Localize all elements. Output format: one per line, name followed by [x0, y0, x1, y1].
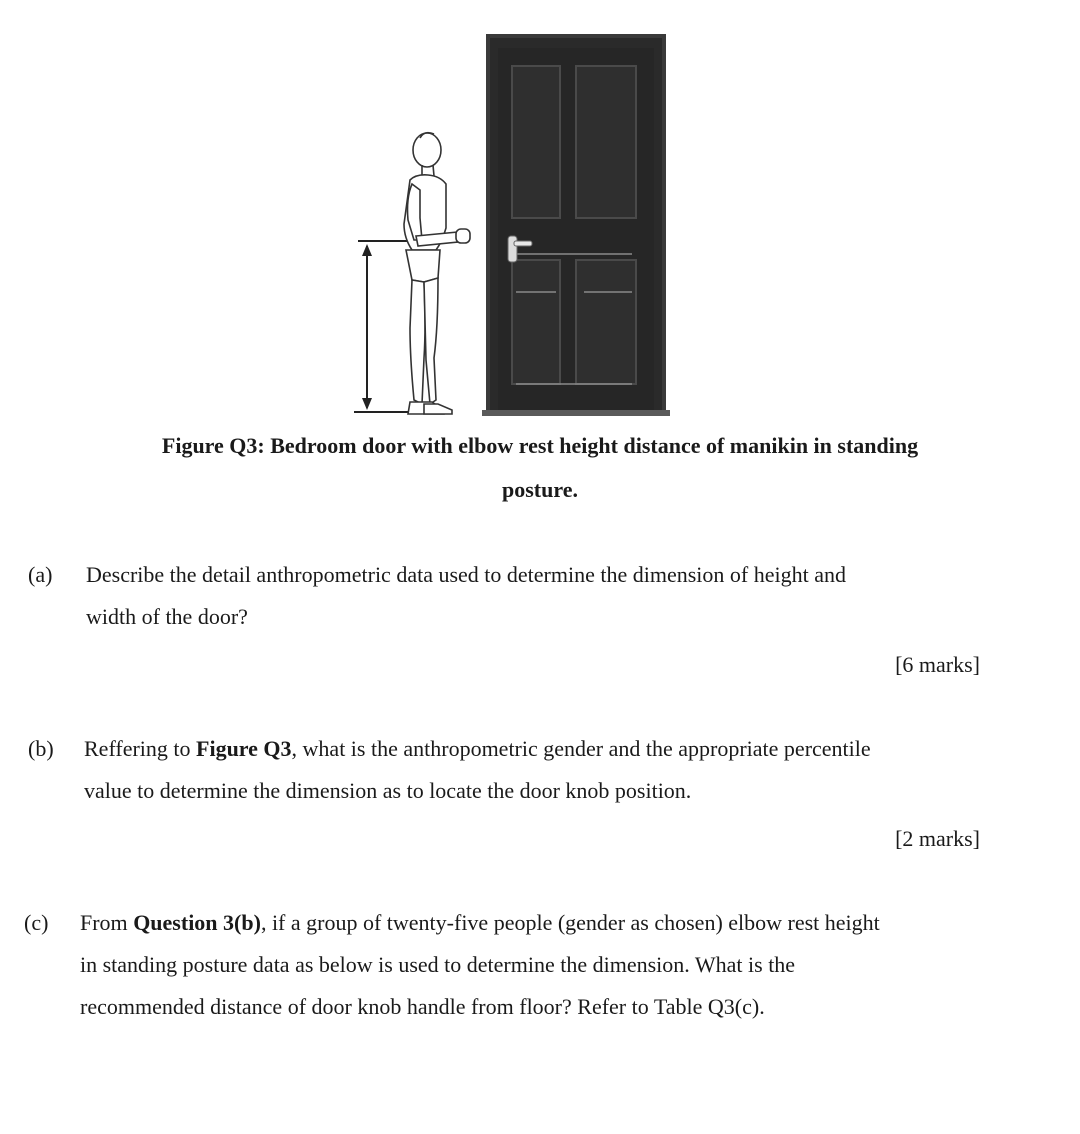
question-text: Reffering to	[84, 736, 197, 761]
caption-line-2: posture.	[502, 477, 578, 502]
question-text-line: width of the door?	[86, 604, 248, 629]
question-a	[28, 554, 1008, 644]
question-text: From	[80, 910, 134, 935]
manikin-figure	[404, 133, 470, 414]
question-c	[24, 902, 1014, 1032]
question-text-line: value to determine the dimension as to locate the door knob position.	[84, 778, 692, 803]
question-label: (c)	[24, 910, 49, 935]
question-text: , if a group of twenty-five people (gender as chosen) elbow rest height	[260, 910, 880, 935]
question-text-line: Describe the detail anthropometric data used to determine the dimension of height and	[86, 562, 846, 587]
question-label: (b)	[28, 736, 54, 761]
question-text-line	[80, 902, 880, 944]
question-text: , what is the anthropometric gender and the appropriate percentile	[291, 736, 871, 761]
question-text-line: in standing posture data as below is used to determine the dimension. What is the	[80, 952, 796, 977]
question-text-line	[84, 728, 871, 770]
caption-line-1: Figure Q3: Bedroom door with elbow rest height distance of manikin in standing	[161, 433, 919, 458]
marks-label: [2 marks]	[895, 826, 980, 851]
bedroom-door	[482, 34, 670, 416]
figure-reference: Figure Q3	[196, 736, 292, 761]
question-reference: Question 3(b)	[133, 910, 261, 935]
question-b	[28, 728, 1008, 818]
question-text-line: recommended distance of door knob handle from floor? Refer to Table Q3(c).	[80, 994, 765, 1019]
figure-q3	[340, 28, 680, 420]
marks-label: [6 marks]	[895, 652, 980, 677]
question-label: (a)	[28, 562, 53, 587]
figure-caption	[60, 424, 1020, 512]
